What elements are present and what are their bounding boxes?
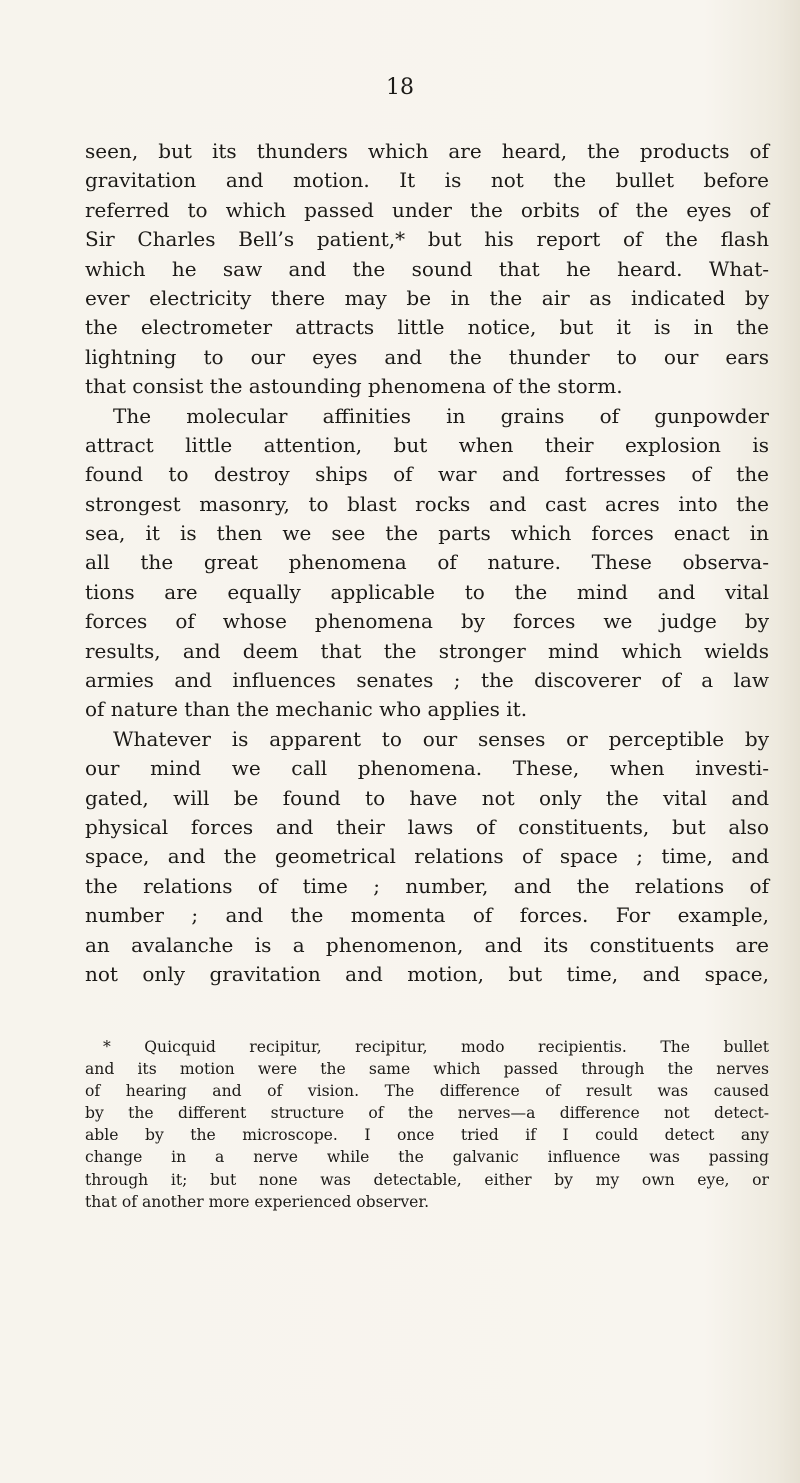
text-line: referred to which passed under the orbits of the eyes of bbox=[85, 197, 769, 222]
text-line: attract little attention, but when their explosion is bbox=[85, 432, 769, 457]
text-line: Sir Charles Bell’s patient,* but his report of the flash bbox=[85, 227, 769, 252]
text-line: which he saw and the sound that he heard. What- bbox=[85, 256, 769, 281]
footnote-line: and its motion were the same which passed through the nerves bbox=[85, 1060, 769, 1079]
text-line: number ; and the momenta of forces. For example, bbox=[85, 903, 769, 928]
text-line: that consist the astounding phenomena of the storm. bbox=[85, 374, 623, 399]
body-text bbox=[85, 137, 769, 989]
text-line: Whatever is apparent to our senses or perceptible by bbox=[113, 726, 769, 751]
text-line: an avalanche is a phenomenon, and its constituents are bbox=[85, 932, 769, 957]
footnote-line: change in a nerve while the galvanic influence was passing bbox=[85, 1148, 769, 1167]
text-line: gated, will be found to have not only the vital and bbox=[85, 785, 769, 810]
text-line: found to destroy ships of war and fortresses of the bbox=[85, 462, 769, 487]
text-line: tions are equally applicable to the mind and vital bbox=[85, 579, 769, 604]
footnote-line: of hearing and of vision. The difference of result was caused bbox=[85, 1082, 769, 1101]
text-line: of nature than the mechanic who applies it. bbox=[85, 697, 528, 722]
footnote-line: able by the microscope. I once tried if I could detect any bbox=[85, 1126, 769, 1145]
text-line: physical forces and their laws of constituents, but also bbox=[85, 814, 769, 839]
footnote bbox=[85, 1036, 769, 1213]
page-number: 18 bbox=[386, 75, 414, 100]
text-line: our mind we call phenomena. These, when investi- bbox=[85, 756, 769, 781]
text-line: ever electricity there may be in the air as indicated by bbox=[85, 285, 769, 310]
text-line: gravitation and motion. It is not the bullet before bbox=[85, 168, 769, 193]
text-line: forces of whose phenomena by forces we judge by bbox=[85, 609, 769, 634]
text-line: the relations of time ; number, and the relations of bbox=[85, 873, 769, 898]
footnote-line: through it; but none was detectable, either by my own eye, or bbox=[85, 1170, 769, 1189]
text-line: not only gravitation and motion, but time, and space, bbox=[85, 961, 769, 986]
text-line: The molecular affinities in grains of gunpowder bbox=[113, 403, 769, 428]
text-line: the electrometer attracts little notice, but it is in the bbox=[85, 315, 769, 340]
text-line: sea, it is then we see the parts which forces enact in bbox=[85, 521, 769, 546]
text-line: seen, but its thunders which are heard, the products of bbox=[85, 139, 769, 163]
text-line: strongest masonry, to blast rocks and cast acres into the bbox=[85, 491, 769, 516]
text-line: space, and the geometrical relations of space ; time, and bbox=[85, 844, 769, 869]
text-line: all the great phenomena of nature. These observa- bbox=[85, 550, 769, 575]
text-line: results, and deem that the stronger mind which wields bbox=[85, 638, 769, 663]
footnote-line: by the different structure of the nerves—a difference not detect- bbox=[85, 1104, 769, 1123]
footnote-line: * Quicquid recipitur, recipitur, modo recipientis. The bullet bbox=[103, 1038, 769, 1056]
text-line: lightning to our eyes and the thunder to our ears bbox=[85, 344, 769, 369]
text-line: armies and influences senates ; the discoverer of a law bbox=[85, 668, 769, 693]
footnote-line: that of another more experienced observer. bbox=[85, 1192, 430, 1211]
